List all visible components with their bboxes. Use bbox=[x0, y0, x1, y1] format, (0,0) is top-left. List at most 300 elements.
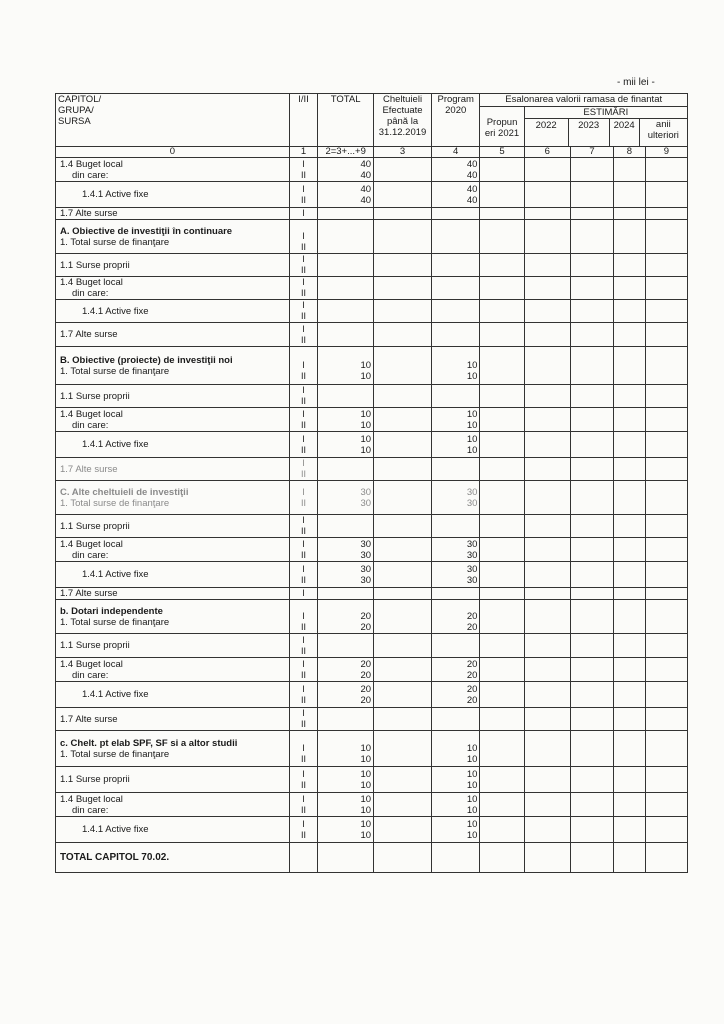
row-program bbox=[431, 323, 479, 347]
row-cheltuieli bbox=[374, 158, 432, 182]
total-value: 10 bbox=[360, 829, 372, 841]
ii-mark bbox=[292, 349, 315, 360]
program-value: 20 bbox=[466, 611, 478, 622]
total-value: 30 bbox=[360, 497, 372, 509]
row-label bbox=[56, 562, 290, 588]
row-label bbox=[56, 588, 290, 600]
program-value bbox=[434, 349, 477, 360]
ii-mark: II bbox=[301, 265, 307, 275]
ii-mark: II bbox=[301, 419, 307, 430]
row-total bbox=[318, 708, 374, 731]
header-cheltuieli bbox=[374, 94, 432, 147]
num-cell: 5 bbox=[480, 147, 524, 158]
row-ii bbox=[289, 658, 317, 682]
row-label-text: C. Alte cheltuieli de investiţii bbox=[60, 486, 189, 498]
total-value bbox=[320, 349, 371, 360]
program-value: 10 bbox=[466, 360, 478, 371]
row-2022 bbox=[524, 562, 570, 588]
header-row bbox=[56, 94, 688, 107]
row-ii bbox=[289, 432, 317, 458]
row-ulteriori bbox=[645, 323, 687, 347]
row-ii bbox=[289, 817, 317, 843]
total-value: 10 bbox=[360, 743, 372, 754]
row-2023 bbox=[570, 538, 613, 562]
ii-mark: I bbox=[302, 743, 305, 753]
header-prog-line: 2020 bbox=[445, 105, 467, 116]
table-row bbox=[56, 208, 688, 220]
row-total bbox=[318, 538, 374, 562]
numbering-row bbox=[56, 147, 688, 158]
ii-mark: II bbox=[301, 669, 307, 680]
row-total bbox=[318, 682, 374, 708]
program-value bbox=[434, 600, 477, 611]
row-label-text: 1.4.1 Active fixe bbox=[82, 569, 149, 580]
program-value: 40 bbox=[466, 169, 478, 181]
ii-mark bbox=[292, 220, 315, 231]
row-label-text: 1.4.1 Active fixe bbox=[82, 824, 149, 835]
row-label-text: B. Obiective (proiecte) de investiţii noi bbox=[60, 354, 233, 366]
row-program bbox=[431, 588, 479, 600]
table-row bbox=[56, 323, 688, 347]
row-label bbox=[56, 600, 290, 634]
row-label-text: 1. Total surse de finanţare bbox=[60, 497, 170, 509]
total-value: 20 bbox=[360, 622, 372, 633]
ii-mark: II bbox=[301, 549, 307, 560]
total-value: 30 bbox=[360, 574, 372, 586]
row-cheltuieli bbox=[374, 300, 432, 323]
row-2024 bbox=[614, 562, 646, 588]
ii-mark: II bbox=[301, 334, 307, 345]
row-label bbox=[56, 158, 290, 182]
total-value: 30 bbox=[360, 486, 372, 498]
row-2023 bbox=[570, 277, 613, 300]
row-ii bbox=[289, 208, 317, 220]
row-ii bbox=[289, 481, 317, 515]
row-total bbox=[318, 408, 374, 432]
row-total bbox=[318, 600, 374, 634]
row-label-text: 1.7 Alte surse bbox=[60, 588, 118, 599]
ii-mark: I bbox=[302, 658, 305, 669]
row-ii bbox=[289, 843, 317, 873]
header-chelt-line: până la bbox=[386, 116, 419, 127]
row-2021 bbox=[480, 708, 524, 731]
program-value: 10 bbox=[466, 804, 478, 816]
row-ulteriori bbox=[645, 385, 687, 408]
row-program bbox=[431, 158, 479, 182]
row-label-text: 1.1 Surse proprii bbox=[60, 774, 130, 785]
header-prog-line: Program bbox=[437, 94, 474, 105]
table-row bbox=[56, 658, 688, 682]
row-2022 bbox=[524, 347, 570, 385]
ii-mark: II bbox=[301, 194, 307, 205]
table-row bbox=[56, 538, 688, 562]
row-label bbox=[56, 538, 290, 562]
row-ulteriori bbox=[645, 767, 687, 793]
row-2022 bbox=[524, 208, 570, 220]
table-row bbox=[56, 481, 688, 515]
row-program bbox=[431, 481, 479, 515]
row-2022 bbox=[524, 658, 570, 682]
row-program bbox=[431, 208, 479, 220]
row-2024 bbox=[614, 515, 646, 538]
row-label-text: 1.7 Alte surse bbox=[60, 463, 118, 475]
row-label bbox=[56, 458, 290, 481]
ii-mark: II bbox=[301, 574, 307, 585]
ii-mark bbox=[292, 852, 315, 863]
row-2023 bbox=[570, 408, 613, 432]
row-cheltuieli bbox=[374, 562, 432, 588]
row-2022 bbox=[524, 634, 570, 658]
program-value: 10 bbox=[466, 444, 478, 456]
row-2022 bbox=[524, 767, 570, 793]
row-label-text: 1.1 Surse proprii bbox=[60, 259, 130, 271]
ii-mark: I bbox=[302, 254, 305, 264]
row-2023 bbox=[570, 254, 613, 277]
row-2023 bbox=[570, 300, 613, 323]
row-2023 bbox=[570, 158, 613, 182]
row-total bbox=[318, 731, 374, 767]
row-2023 bbox=[570, 658, 613, 682]
row-cheltuieli bbox=[374, 682, 432, 708]
ii-mark: I bbox=[302, 818, 305, 829]
row-2024 bbox=[614, 538, 646, 562]
row-ii bbox=[289, 634, 317, 658]
row-label bbox=[56, 385, 290, 408]
row-2022 bbox=[524, 600, 570, 634]
row-label bbox=[56, 432, 290, 458]
total-value: 40 bbox=[360, 169, 372, 181]
row-2024 bbox=[614, 817, 646, 843]
row-label bbox=[56, 208, 290, 220]
total-value: 30 bbox=[360, 538, 372, 550]
header-anii-ulteriori bbox=[640, 119, 687, 146]
total-value: 30 bbox=[360, 563, 372, 575]
row-2022 bbox=[524, 458, 570, 481]
row-2024 bbox=[614, 708, 646, 731]
row-label-text: din care: bbox=[72, 419, 109, 431]
ii-mark: I bbox=[302, 563, 305, 574]
row-program bbox=[431, 408, 479, 432]
row-total bbox=[318, 208, 374, 220]
row-2022 bbox=[524, 682, 570, 708]
ii-mark: I bbox=[302, 208, 305, 218]
num-cell: 3 bbox=[374, 147, 432, 158]
row-ulteriori bbox=[645, 277, 687, 300]
total-value: 20 bbox=[360, 683, 372, 695]
row-label-text: din care: bbox=[72, 549, 109, 561]
row-label-text: 1.4 Buget local bbox=[60, 793, 123, 805]
row-cheltuieli bbox=[374, 658, 432, 682]
row-program bbox=[431, 682, 479, 708]
row-ulteriori bbox=[645, 432, 687, 458]
row-cheltuieli bbox=[374, 432, 432, 458]
row-2022 bbox=[524, 538, 570, 562]
row-2023 bbox=[570, 600, 613, 634]
row-ii bbox=[289, 708, 317, 731]
row-label-text: 1.1 Surse proprii bbox=[60, 390, 130, 402]
row-program bbox=[431, 182, 479, 208]
row-label bbox=[56, 793, 290, 817]
row-ii bbox=[289, 793, 317, 817]
program-value: 40 bbox=[466, 158, 478, 170]
ii-mark: I bbox=[302, 683, 305, 694]
row-2021 bbox=[480, 323, 524, 347]
ii-mark: I bbox=[302, 708, 305, 718]
row-2022 bbox=[524, 793, 570, 817]
row-cheltuieli bbox=[374, 182, 432, 208]
header-estimari-block bbox=[524, 107, 687, 147]
table-row bbox=[56, 385, 688, 408]
row-label-text: 1.1 Surse proprii bbox=[60, 640, 130, 651]
table-row bbox=[56, 600, 688, 634]
header-anii-line: ulteriori bbox=[647, 130, 679, 141]
total-value: 10 bbox=[360, 444, 372, 456]
row-2023 bbox=[570, 385, 613, 408]
row-label-text: 1.4.1 Active fixe bbox=[82, 305, 149, 317]
program-value: 10 bbox=[466, 793, 478, 805]
row-cheltuieli bbox=[374, 385, 432, 408]
row-2024 bbox=[614, 158, 646, 182]
row-ulteriori bbox=[645, 347, 687, 385]
row-2022 bbox=[524, 588, 570, 600]
ii-mark: II bbox=[301, 804, 307, 815]
row-2022 bbox=[524, 277, 570, 300]
row-cheltuieli bbox=[374, 817, 432, 843]
table-row bbox=[56, 562, 688, 588]
header-ii: I/II bbox=[289, 94, 317, 147]
row-2021 bbox=[480, 767, 524, 793]
row-2021 bbox=[480, 432, 524, 458]
ii-mark: I bbox=[302, 158, 305, 169]
row-2021 bbox=[480, 682, 524, 708]
total-value: 10 bbox=[360, 408, 372, 420]
row-program bbox=[431, 347, 479, 385]
ii-mark: II bbox=[301, 497, 307, 508]
row-label-text: din care: bbox=[72, 169, 109, 181]
row-2023 bbox=[570, 588, 613, 600]
header-chelt-line: Cheltuieli bbox=[382, 94, 423, 105]
row-ii bbox=[289, 600, 317, 634]
ii-mark: II bbox=[301, 645, 307, 656]
row-cheltuieli bbox=[374, 458, 432, 481]
row-ii bbox=[289, 588, 317, 600]
row-total bbox=[318, 843, 374, 873]
row-ii bbox=[289, 254, 317, 277]
ii-mark: II bbox=[301, 469, 307, 479]
header-total: TOTAL bbox=[318, 94, 374, 147]
ii-mark: I bbox=[302, 323, 305, 334]
row-label-text: 1.4.1 Active fixe bbox=[82, 689, 149, 700]
row-total bbox=[318, 182, 374, 208]
row-program bbox=[431, 843, 479, 873]
budget-table-sheet bbox=[55, 93, 688, 873]
row-2024 bbox=[614, 793, 646, 817]
ii-mark: II bbox=[301, 311, 307, 321]
row-ulteriori bbox=[645, 658, 687, 682]
row-cheltuieli bbox=[374, 588, 432, 600]
row-label bbox=[56, 347, 290, 385]
row-cheltuieli bbox=[374, 254, 432, 277]
row-program bbox=[431, 515, 479, 538]
program-value: 10 bbox=[466, 371, 478, 382]
row-cheltuieli bbox=[374, 323, 432, 347]
row-2021 bbox=[480, 347, 524, 385]
row-2024 bbox=[614, 432, 646, 458]
row-2023 bbox=[570, 220, 613, 254]
row-cheltuieli bbox=[374, 600, 432, 634]
ii-mark: I bbox=[302, 515, 305, 525]
row-label bbox=[56, 254, 290, 277]
row-2021 bbox=[480, 408, 524, 432]
row-ulteriori bbox=[645, 793, 687, 817]
row-label-text: din care: bbox=[72, 804, 109, 816]
row-ulteriori bbox=[645, 588, 687, 600]
row-2023 bbox=[570, 458, 613, 481]
row-ii bbox=[289, 767, 317, 793]
row-program bbox=[431, 300, 479, 323]
row-2021 bbox=[480, 731, 524, 767]
header-chelt-line: Efectuate bbox=[382, 105, 423, 116]
row-cheltuieli bbox=[374, 347, 432, 385]
row-label-text: 1.4 Buget local bbox=[60, 277, 123, 288]
row-2022 bbox=[524, 323, 570, 347]
row-program bbox=[431, 538, 479, 562]
row-program bbox=[431, 458, 479, 481]
row-2021 bbox=[480, 600, 524, 634]
row-2021 bbox=[480, 658, 524, 682]
program-value: 40 bbox=[466, 183, 478, 195]
row-ii bbox=[289, 300, 317, 323]
row-label-text: 1. Total surse de finanţare bbox=[60, 748, 170, 760]
ii-mark: I bbox=[302, 385, 305, 395]
ii-mark: I bbox=[302, 408, 305, 419]
row-label bbox=[56, 220, 290, 254]
row-label bbox=[56, 182, 290, 208]
header-capitol-line: CAPITOL/ bbox=[58, 94, 102, 105]
row-label-text: 1.7 Alte surse bbox=[60, 208, 118, 219]
total-value: 20 bbox=[360, 694, 372, 706]
row-2023 bbox=[570, 347, 613, 385]
num-cell: 2=3+...+9 bbox=[318, 147, 374, 158]
row-2024 bbox=[614, 208, 646, 220]
row-2024 bbox=[614, 767, 646, 793]
row-ulteriori bbox=[645, 600, 687, 634]
table-row bbox=[56, 515, 688, 538]
row-cheltuieli bbox=[374, 767, 432, 793]
table-row bbox=[56, 767, 688, 793]
row-2022 bbox=[524, 408, 570, 432]
row-label bbox=[56, 408, 290, 432]
total-value: 10 bbox=[360, 779, 372, 791]
header-propuneri bbox=[480, 107, 524, 147]
row-2023 bbox=[570, 767, 613, 793]
row-2022 bbox=[524, 254, 570, 277]
row-program bbox=[431, 562, 479, 588]
row-program bbox=[431, 634, 479, 658]
row-label-text: 1.4 Buget local bbox=[60, 408, 123, 420]
row-ii bbox=[289, 682, 317, 708]
ii-mark: II bbox=[301, 779, 307, 790]
row-label-text: din care: bbox=[72, 288, 109, 299]
ii-mark: II bbox=[301, 242, 307, 252]
ii-mark: I bbox=[302, 768, 305, 779]
row-2023 bbox=[570, 481, 613, 515]
row-2021 bbox=[480, 277, 524, 300]
header-2022: 2022 bbox=[525, 119, 569, 146]
ii-mark: I bbox=[302, 231, 305, 241]
header-chelt-line: 31.12.2019 bbox=[378, 127, 427, 138]
total-value bbox=[320, 732, 371, 743]
program-value: 10 bbox=[466, 743, 478, 754]
program-value: 30 bbox=[466, 549, 478, 561]
row-cheltuieli bbox=[374, 208, 432, 220]
row-program bbox=[431, 432, 479, 458]
row-cheltuieli bbox=[374, 220, 432, 254]
row-label-text: 1.4 Buget local bbox=[60, 658, 123, 670]
row-2021 bbox=[480, 220, 524, 254]
row-total bbox=[318, 588, 374, 600]
ii-mark: II bbox=[301, 754, 307, 764]
num-cell: 9 bbox=[645, 147, 687, 158]
row-ulteriori bbox=[645, 208, 687, 220]
row-label-text: 1.4 Buget local bbox=[60, 158, 123, 170]
program-value: 30 bbox=[466, 538, 478, 550]
num-cell: 0 bbox=[56, 147, 290, 158]
row-total bbox=[318, 458, 374, 481]
row-2022 bbox=[524, 300, 570, 323]
total-value bbox=[320, 600, 371, 611]
row-cheltuieli bbox=[374, 277, 432, 300]
row-2022 bbox=[524, 182, 570, 208]
total-value: 30 bbox=[360, 549, 372, 561]
total-value: 10 bbox=[360, 818, 372, 830]
ii-mark: I bbox=[302, 634, 305, 645]
ii-mark: II bbox=[301, 371, 307, 381]
row-program bbox=[431, 817, 479, 843]
program-value: 10 bbox=[466, 433, 478, 445]
row-2023 bbox=[570, 817, 613, 843]
row-ii bbox=[289, 347, 317, 385]
ii-mark: II bbox=[301, 288, 307, 298]
program-value: 30 bbox=[466, 574, 478, 586]
row-2024 bbox=[614, 182, 646, 208]
ii-mark: I bbox=[302, 793, 305, 804]
row-label bbox=[56, 767, 290, 793]
row-label bbox=[56, 817, 290, 843]
ii-mark: I bbox=[302, 433, 305, 444]
total-value: 20 bbox=[360, 669, 372, 681]
row-label-text: A. Obiective de investiţii în continuare bbox=[60, 225, 233, 237]
row-ulteriori bbox=[645, 408, 687, 432]
row-ulteriori bbox=[645, 731, 687, 767]
program-value: 10 bbox=[466, 818, 478, 830]
program-value: 10 bbox=[466, 829, 478, 841]
row-2024 bbox=[614, 731, 646, 767]
ii-mark: II bbox=[301, 526, 307, 536]
row-2022 bbox=[524, 731, 570, 767]
header-propun-line: Propun bbox=[486, 117, 518, 128]
row-2024 bbox=[614, 300, 646, 323]
row-total bbox=[318, 767, 374, 793]
row-total bbox=[318, 385, 374, 408]
ii-mark bbox=[292, 732, 315, 743]
row-2023 bbox=[570, 208, 613, 220]
row-ulteriori bbox=[645, 817, 687, 843]
header-estimari: ESTIMĂRI bbox=[525, 107, 687, 119]
row-ulteriori bbox=[645, 562, 687, 588]
row-ulteriori bbox=[645, 634, 687, 658]
ii-mark: I bbox=[302, 486, 305, 497]
